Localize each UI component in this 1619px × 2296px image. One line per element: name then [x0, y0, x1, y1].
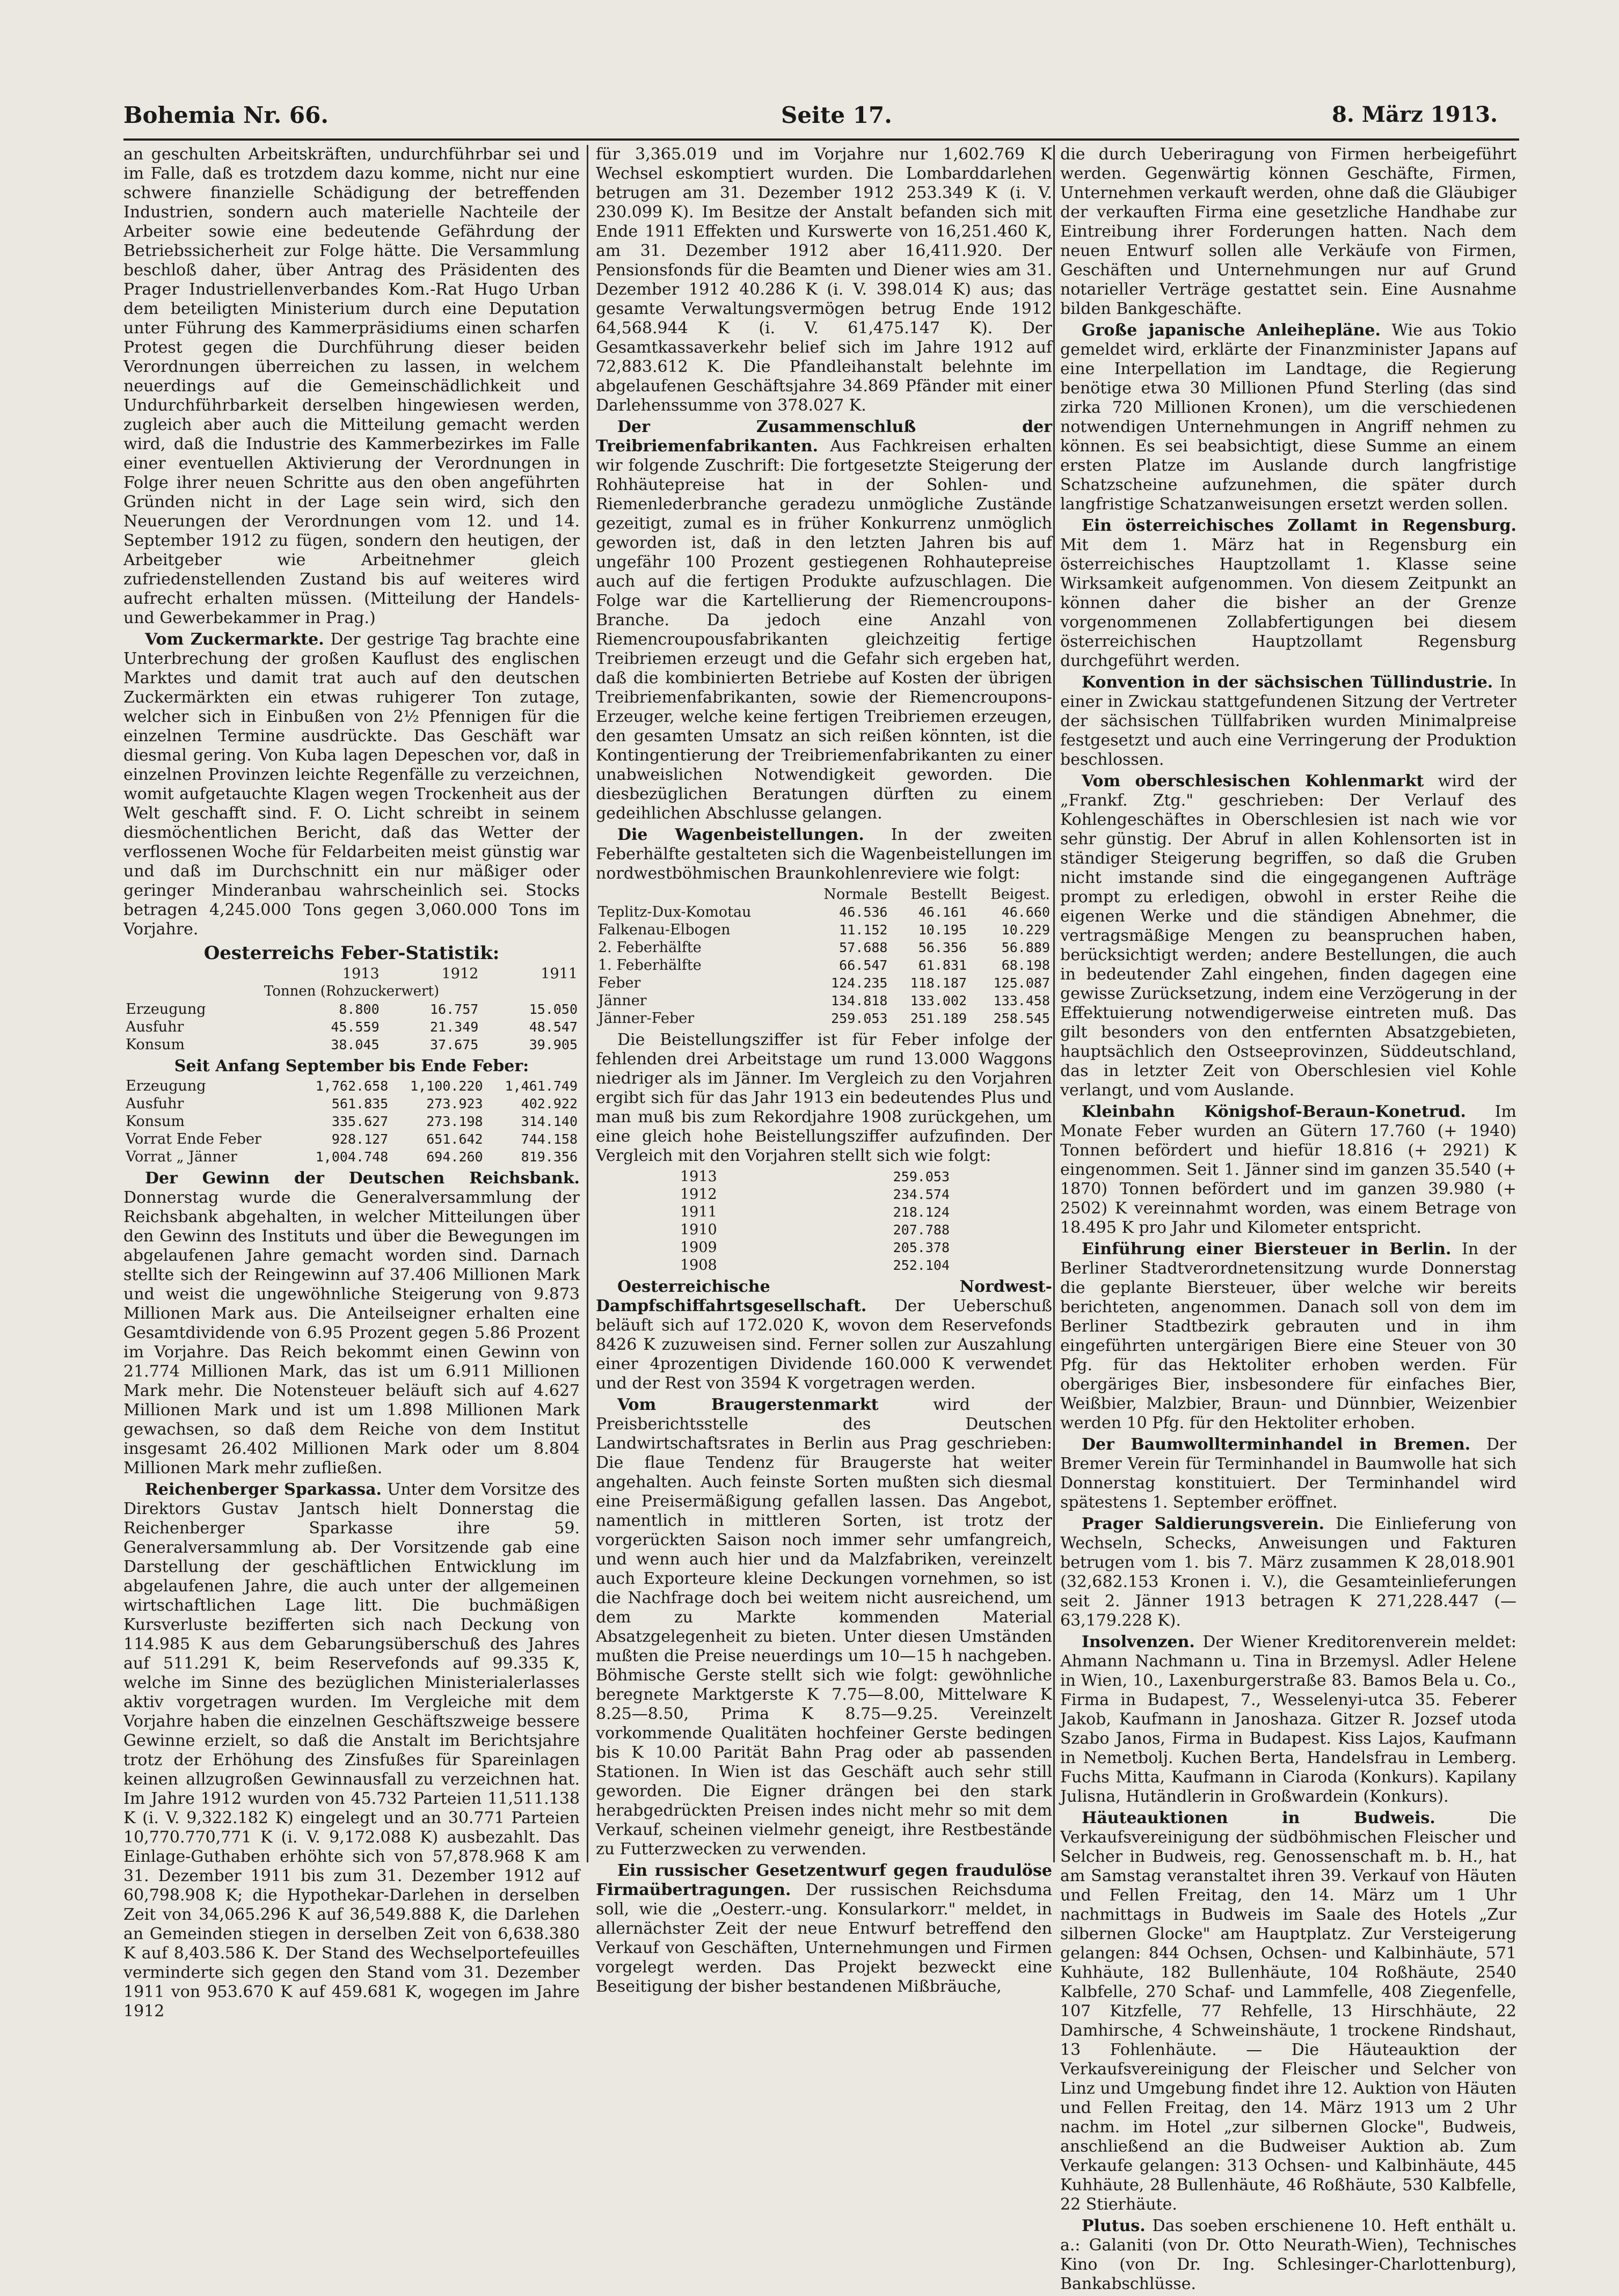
cell: 1,100.220	[410, 1078, 483, 1094]
article-heading: Vom Braugerstenmarkt	[617, 1395, 879, 1414]
article-text: Die Verkaufsvereinigung der südböhmischen Fleischer und Selcher in Budweis, reg. Genossenschaft m. b. H., hat am Samstag veranstaltet ihren 39. Verkauf von Häuten und Fellen Freitag, den 14. März um 1 Uhr nachmittags in Budweis im Saale des Hotels „Zur silbernen Glocke" am Hauptplatz. Zur Versteigerung gelangen: 844 Ochsen, Ochsen- und Kalbinhäute, 571 Kuhhäute, 182 Bullenhäute, 104 Roßhäute, 2540 Kalbfelle, 270 Schaf- und Lammfelle, 408 Ziegenfelle, 107 Kitzfelle, 77 Rehfelle, 13 Hirschhäute, 22 Damhirsche, 4 Schweinshäute, 1 trockene Rindshaut, 13 Fohlenhäute. — Die Häuteauktion der Verkaufsvereinigung der Fleischer und Selcher von Linz und Umgebung findet ihre 12. Auktion von Häuten und Fellen Freitag, den 14. März 1913 um 2 Uhr nachm. im Hotel „zur silbernen Glocke", Budweis, anschließend an die Budweiser Auktion ab. Zum Verkaufe gelangen: 313 Ochsen- und Kalbinhäute, 445 Kuhhäute, 28 Bullenhäute, 46 Roßhäute, 530 Kalbfelle, 22 Stierhäute.	[1060, 1809, 1516, 2214]
article-text: Die Einlieferung von Wechseln, Schecks, Anweisungen und Fakturen betrugen vom 1. bis 7. März zusammen K 28,018.901 (32,682.153 Kronen i. V.), die Gesamteinlieferungen seit 2. Jänner 1913 betragen K 271,228.447 (— 63,179.228 K).	[1060, 1515, 1516, 1630]
stat-table	[123, 965, 580, 1054]
article-paragraph: die durch Ueberiragung von Firmen herbeigeführt werden. Gegenwärtig können Geschäfte, Firmen, Unternehmen verkauft werden, ohne daß die Gläubiger der verkauften Firma eine gesetzliche Handhabe zur Eintreibung ihrer Forderungen hatten. Nach dem neuen Entwurf sollen alle Verkäufe von Firmen, Geschäften und Unternehmungen nur auf Grund notarieller Verträge gestattet sein. Eine Ausnahme bilden Bankgeschäfte.	[1060, 145, 1516, 318]
cell: 11.152	[839, 922, 888, 938]
article-paragraph: für 3,365.019 und im Vorjahre nur 1,602.769 K Wechsel eskomptiert wurden. Die Lombarddarlehen betrugen am 31. Dezember 1912 253.349 K (i. V. 230.099 K). Im Besitze der Anstalt befanden sich mit Ende 1911 Effekten und Kurswerte von 16,251.460 K, am 31. Dezember 1912 aber 16,411.920. Der Pensionsfonds für die Beamten und Diener wies am 31. Dezember 1912 40.286 K (i. V. 398.014 K) aus; das gesamte Verwaltungsvermögen betrug Ende 1912 64,568.944 K (i. V. 61,475.147 K). Der Gesamtkassaverkehr belief sich im Jahre 1912 auf 72,883.612 K. Die Pfandleihanstalt belehnte im abgelaufenen Geschäftsjahre 34.869 Pfänder mit einer Darlehenssumme von 378.027 K.	[596, 145, 1052, 415]
header-page-number: Seite 17.	[781, 102, 892, 128]
table-row	[123, 1095, 580, 1113]
cell: 1,762.658	[315, 1078, 389, 1094]
article-text: Donnerstag wurde die Generalversammlung der Reichsbank abgehalten, in welcher Mitteilungen über den Gewinn des Instituts und über die Bewegungen im abgelaufenen Jahre gemacht worden sind. Darnach stellte sich der Reingewinn auf 37.406 Millionen Mark und weist die ungewöhnliche Steigerung von 9.873 Millionen Mark aus. Die Anteilseigner erhalten eine Gesamtdividende von 6.95 Prozent gegen 5.86 Prozent im Vorjahre. Das Reich bekommt einen Gewinn von 21.774 Millionen Mark, das ist um 6.911 Millionen Mark mehr. Die Notensteuer beläuft sich auf 4.627 Millionen Mark und ist um 1.898 Millionen Mark gewachsen, so daß dem Reiche von dem Institut insgesamt 26.402 Millionen Mark oder um 8.804 Millionen Mark mehr zufließen.	[123, 1188, 580, 1478]
year-label: 1910	[680, 1222, 717, 1238]
cell: 56.356	[918, 940, 967, 955]
table-row	[596, 992, 1052, 1010]
cell: 125.087	[993, 975, 1050, 991]
row-label: 2. Feberhälfte	[598, 939, 702, 956]
cell: 134.818	[831, 993, 888, 1008]
cell: 1,004.748	[315, 1149, 389, 1165]
stat-year: 1913	[342, 966, 380, 982]
stat-year: 1911	[541, 966, 578, 982]
stat-table-title: Oesterreichs Feber-Statistik:	[203, 942, 500, 964]
cell: 39.905	[529, 1037, 578, 1052]
article-heading: Ein österreichisches Zollamt in Regensburg.	[1082, 516, 1516, 535]
article-sparkasse	[123, 1480, 580, 2021]
cell: 928.127	[331, 1131, 389, 1147]
article-japan	[1060, 321, 1516, 514]
row-label: Ausfuhr	[126, 1019, 184, 1035]
article-text: Der Ueberschuß beläuft sich auf 172.020 K, wovon dem Reservefonds 8426 K zuzuweisen sind. Ferner sollen zur Auszahlung einer 4prozentigen Dividende 160.000 K verwendet und der Rest von 3594 K vorgetragen werden.	[596, 1297, 1052, 1393]
row-label: Jänner-Feber	[598, 1010, 695, 1027]
cell: 133.002	[910, 993, 967, 1008]
cell: 66.547	[839, 957, 888, 973]
article-text: In der Berliner Stadtverordnetensitzung wurde Donnerstag die geplante Biersteuer, über welche wir bereits berichteten, angenommen. Danach soll von dem im Berliner Stadtbezirk gebrauten und in ihm eingeführten untergärigen Biere eine Steuer von 30 Pfg. für das Hektoliter erhoben werden. Für obergäriges Bier, insbesondere für einfaches Bier, Weißbier, Malzbier, Braun- und Dünnbier, Weizenbier werden 10 Pfg. für den Hektoliter erhoben.	[1060, 1240, 1516, 1432]
stat-unit: Tonnen (Rohzuckerwert)	[264, 983, 440, 999]
article-biersteuer	[1060, 1240, 1516, 1433]
article-text: Der Bremer Verein für Terminhandel in Baumwolle hat sich Donnerstag konstituiert. Der Terminhandel wird spätestens 1. September eröffnet.	[1060, 1435, 1516, 1512]
article-heading: Der Gewinn der Deutschen Reichsbank.	[145, 1169, 580, 1188]
article-heading: Die Wagenbeistellungen.	[617, 825, 864, 844]
article-reichsbank	[123, 1169, 580, 1478]
row-label: Konsum	[126, 1113, 185, 1130]
cell: 561.835	[331, 1096, 389, 1112]
cell: 10.195	[918, 922, 967, 938]
column-1	[123, 145, 580, 2023]
cell: 48.547	[529, 1019, 578, 1035]
cell: 819.356	[521, 1149, 578, 1165]
table-row	[596, 903, 1052, 921]
article-text: In einer in Zwickau stattgefundenen Sitzung der Vertreter der sächsischen Tüllfabriken wurden Minimalpreise festgesetzt und auch eine Verringerung der Produktion beschlossen.	[1060, 673, 1516, 769]
cell: 651.642	[426, 1131, 483, 1147]
article-saldierungsverein	[1060, 1515, 1516, 1630]
cell: 46.161	[918, 904, 967, 920]
article-braugerste	[596, 1395, 1052, 1859]
wagen-col-header: Beigest.	[990, 886, 1050, 903]
column-divider	[1053, 145, 1055, 1862]
cell: 234.574	[893, 1187, 950, 1202]
table-row	[123, 1036, 580, 1054]
article-insolvenzen	[1060, 1633, 1516, 1807]
stat-year: 1912	[441, 966, 479, 982]
row-label: Erzeugung	[126, 1078, 206, 1094]
article-wagen	[596, 825, 1052, 883]
header-rule	[123, 138, 1519, 141]
article-heading: Der Baumwollterminhandel in Bremen.	[1082, 1435, 1471, 1454]
article-heading: Oesterreichische Nordwest-Dampfschiffahrtsgesellschaft.	[596, 1277, 1052, 1315]
cell: 218.124	[893, 1204, 950, 1220]
article-heading: Plutus.	[1082, 2217, 1146, 2235]
wagen-col-header: Normale	[823, 886, 888, 903]
cell: 10.229	[1001, 922, 1050, 938]
table-row	[596, 956, 1052, 974]
cell: 133.458	[993, 993, 1050, 1008]
cell: 38.045	[331, 1037, 380, 1052]
article-text: Der russischen Reichsduma soll, wie die „Oesterr.-ung. Konsularkorr." meldet, in allernächster Zeit der neue Entwurf betreffend den Verkauf von Geschäften, Unternehmungen und Firmen vorgelegt werden. Das Projekt bezweckt eine Beseitigung der bisher bestandenen Mißbräuche,	[596, 1881, 1052, 1996]
cell: 16.757	[430, 1001, 479, 1017]
table-row	[123, 1077, 580, 1095]
cell: 273.198	[426, 1114, 483, 1129]
article-heading: Konvention in der sächsischen Tüllindustrie.	[1082, 673, 1493, 692]
article-zollamt	[1060, 516, 1516, 671]
article-kohlenmarkt	[1060, 772, 1516, 1100]
row-label: Falkenau-Elbogen	[598, 922, 731, 938]
article-zuckermarkt	[123, 630, 580, 939]
year-comparison-table	[678, 1168, 952, 1274]
column-divider	[587, 145, 588, 1862]
cell: 46.536	[839, 904, 888, 920]
year-label: 1911	[680, 1204, 717, 1220]
table-row	[678, 1168, 952, 1186]
cell: 8.800	[339, 1001, 380, 1017]
table-row	[123, 1148, 580, 1166]
article-text: In der zweiten Feberhälfte gestalteten sich die Wagenbeistellungen im nordwestböhmischen Braunkohlenreviere wie folgt:	[596, 825, 1052, 883]
cell: 15.050	[529, 1001, 578, 1017]
row-label: Ausfuhr	[126, 1095, 184, 1112]
row-label: Vorrat „ Jänner	[126, 1149, 237, 1165]
article-heading: Vom Zuckermarkte.	[145, 630, 324, 649]
wagen-col-header: Bestellt	[910, 886, 967, 903]
table-row	[123, 1000, 580, 1018]
article-text: Im Monate Feber wurden an Gütern 17.760 (+ 1940) Tonnen befördert und hiefür 18.816 (+ 2921) K eingenommen. Seit 1. Jänner sind im ganzen 35.540 (+ 1870) Tonnen befördert und im ganzen 39.980 (+ 2502) K vereinnahmt worden, was einem Betrage von 18.495 K pro Jahr und Kilometer entspricht.	[1060, 1102, 1516, 1237]
article-heading: Einführung einer Biersteuer in Berlin.	[1082, 1240, 1452, 1259]
table-row	[596, 921, 1052, 939]
table-row	[596, 974, 1052, 992]
row-label: Feber	[598, 975, 641, 991]
cell: 205.378	[893, 1240, 950, 1255]
cell: 314.140	[521, 1114, 578, 1129]
article-heading: Kleinbahn Königshof-Beraun-Konetrud.	[1082, 1102, 1466, 1121]
article-text: wird der Preisberichtsstelle des Deutschen Landwirtschaftsrates in Berlin aus Prag geschrieben: Die flaue Tendenz für Braugerste hat weiter angehalten. Auch feinste Sorten mußten sich diesmal eine Preisermäßigung gefallen lassen. Das Angebot, namentlich in mittleren Sorten, ist trotz der vorgerückten Saison noch immer sehr umfangreich, und wenn auch hier und da Malzfabriken, vereinzelt auch Exporteure kleine Deckungen vornehmen, so ist die Nachfrage doch bei weitem nicht ausreichend, um dem zu Markte kommenden Material Absatzgelegenheit zu bieten. Unter diesen Umständen mußten die Preise neuerdings um 10—15 h nachgeben. Böhmische Gerste stellt sich wie folgt: gewöhnliche beregnete Marktgerste K 7.75—8.00, Mittelware K 8.25—8.50, Prima K 8.75—9.25. Vereinzelt vorkommende Qualitäten hochfeiner Gerste bedingen bis K 10.00 Parität Bahn Prag oder ab passenden Stationen. In Wien ist das Geschäft auch sehr still geworden. Die Eigner drängen bei den stark herabgedrückten Preisen indes nicht mehr so mit dem Verkauf, scheinen vielmehr geneigt, ihre Restbestände zu Futterzwecken zu verwenden.	[596, 1395, 1052, 1859]
cell: 259.053	[831, 1011, 888, 1026]
cell: 1,461.749	[505, 1078, 578, 1094]
year-label: 1908	[680, 1257, 717, 1274]
row-label: Vorrat Ende Feber	[126, 1131, 261, 1147]
table-row	[123, 1130, 580, 1148]
stat-label-header	[123, 965, 282, 983]
table-row	[678, 1256, 952, 1274]
column-2	[596, 145, 1052, 1999]
cell: 68.198	[1001, 957, 1050, 973]
article-text: Das soeben erschienene 10. Heft enthält u. a.: Galaniti (von Dr. Otto Neurath-Wien), Technisches Kino (von Dr. Ing. Schlesinger-Charlottenburg), Bankabschlüsse.	[1060, 2217, 1516, 2293]
row-label: Teplitz-Dux-Komotau	[598, 904, 752, 920]
article-text: Mit dem 1. März hat in Regensburg ein österreichisches Hauptzollamt 1. Klasse seine Wirksamkeit aufgenommen. Von diesem Zeitpunkt an können daher die bisher an der Grenze vorgenommenen Zollabfertigungen bei diesem österreichischen Hauptzollamt Regensburg durchgeführt werden.	[1060, 536, 1516, 670]
stat-table-cumulative	[123, 1077, 580, 1166]
cell: 124.235	[831, 975, 888, 991]
cell: 744.158	[521, 1131, 578, 1147]
article-plutus	[1060, 2217, 1516, 2294]
table-row	[596, 1010, 1052, 1027]
article-text: Aus Fachkreisen erhalten wir folgende Zuschrift: Die fortgesetzte Steigerung der Rohhäutepreise hat in der Sohlen- und Riemenlederbranche geradezu unmögliche Zustände gezeitigt, zumal es in früher Konkurrenz unmöglich geworden ist, daß in den letzten Jahren bis auf ungefähr 100 Prozent gestiegenen Rohhautepreise auch auf die fertigen Produkte aufzuschlagen. Die Folge war die Kartellierung der Riemencroupons-Branche. Da jedoch eine Anzahl von Riemencroupousfabrikanten gleichzeitig fertige Treibriemen erzeugt und die Gefahr sich ergeben hat, daß die kombinierten Betriebe auf Kosten der übrigen Treibriemenfabrikanten, sowie der Riemencroupons-Erzeuger, welche keine fertigen Treibriemen erzeugen, den gesamten Umsatz an sich reißen könnten, ist die Kontingentierung der Treibriemenfabrikanten zu einer unabweislichen Notwendigkeit geworden. Die diesbezüglichen Beratungen dürften zu einem gedeihlichen Abschlusse gelangen.	[596, 437, 1052, 823]
stat-table-header	[123, 965, 580, 983]
article-heading: Vom oberschlesischen Kohlenmarkt	[1082, 772, 1424, 791]
year-label: 1909	[680, 1239, 717, 1256]
cell: 21.349	[430, 1019, 479, 1035]
row-label: Erzeugung	[126, 1001, 206, 1018]
cell: 335.627	[331, 1114, 389, 1129]
article-russisch	[596, 1861, 1052, 1997]
article-paragraph: an geschulten Arbeitskräften, undurchführbar sei und im Falle, daß es trotzdem dazu komme, nicht nur eine schwere finanzielle Schädigung der betreffenden Industrien, sondern auch materielle Nachteile der Arbeiter sowie eine bedeutende Gefährdung der Betriebssicherheit zur Folge hätte. Die Versammlung beschloß daher, über Antrag des Präsidenten des Prager Industriellenverbandes Kom.-Rat Hugo Urban dem beteiligten Ministerium durch eine Deputation unter Führung des Kammerpräsidiums einen scharfen Protest gegen die Durchführung dieser beiden Verordnungen überreichen zu lassen, in welchem neuerdings auf die Gemeinschädlichkeit und Undurchführbarkeit derselben hingewiesen werden, zugleich aber auch die Mitteilung gemacht werden wird, daß die Industrie des Kammerbezirkes im Falle einer eventuellen Aktivierung der Verordnungen in Folge ihrer neuen Schritte aus den oben angeführten Gründen nicht in der Lage sein wird, sich den Neuerungen der Verordnungen vom 12. und 14. September 1912 zu fügen, sondern den heutigen, der Arbeitgeber wie Arbeitnehmer gleich zufriedenstellenden Zustand bis auf weiteres wird aufrecht erhalten müssen. (Mitteilung der Handels- und Gewerbekammer in Prag.)	[123, 145, 580, 627]
stat-unit-row	[123, 983, 580, 1000]
header-publication: Bohemia Nr. 66.	[123, 102, 329, 128]
cell: 46.660	[1001, 904, 1050, 920]
cell: 258.545	[993, 1011, 1050, 1026]
article-heading: Insolvenzen.	[1082, 1633, 1195, 1651]
article-text: Der gestrige Tag brachte eine Unterbrechung der großen Kauflust des englischen Marktes und damit trat auch auf den deutschen Zuckermärkten ein etwas ruhigerer Ton zutage, welcher sich in Einbußen von 2½ Pfennigen für die einzelnen Termine ausdrückte. Das Geschäft war diesmal gering. Von Kuba lagen Depeschen vor, daß in einzelnen Provinzen leichte Regenfälle zu verzeichnen, womit aufgetauchte Klagen wegen Trockenheit aus der Welt geschafft sind. F. O. Licht schreibt in seinem diesmöchentlichen Bericht, daß das Wetter der verflossenen Woche für Feldarbeiten meist günstig war und daß im Durchschnitt ein nur mäßiger oder geringer Minderanbau wahrscheinlich sei. Stocks betragen 4,245.000 Tons gegen 3,060.000 Tons im Vorjahre.	[123, 630, 580, 939]
cell: 694.260	[426, 1149, 483, 1165]
cell: 402.922	[521, 1096, 578, 1112]
page-header	[123, 97, 1498, 134]
cell: 56.889	[1001, 940, 1050, 955]
article-haeuteauktionen	[1060, 1809, 1516, 2214]
article-heading: Ein russischer Gesetzentwurf gegen fraudulöse Firmaübertragungen.	[596, 1861, 1052, 1899]
column-3	[1060, 145, 1516, 2296]
cell: 252.104	[893, 1257, 950, 1273]
stat-subheading: Seit Anfang September bis Ende Feber:	[174, 1057, 529, 1076]
row-label: Konsum	[126, 1036, 185, 1053]
cell: 61.831	[918, 957, 967, 973]
cell: 259.053	[893, 1169, 950, 1184]
row-label: Jänner	[598, 992, 647, 1009]
cell: 45.559	[331, 1019, 380, 1035]
cell: 57.688	[839, 940, 888, 955]
cell: 37.675	[430, 1037, 479, 1052]
article-heading: Reichenberger Sparkassa.	[145, 1480, 382, 1499]
article-heading: Der Zusammenschluß der Treibriemenfabrikanten.	[596, 418, 1052, 456]
wagen-table-header	[596, 886, 1052, 903]
article-text: Unter dem Vorsitze des Direktors Gustav Jantsch hielt Donnerstag die Reichenberger Sparkasse ihre 59. Generalversammlung ab. Der Vorsitzende gab eine Darstellung der geschäftlichen Entwicklung im abgelaufenen Jahre, die auch unter der allgemeinen wirtschaftlichen Lage litt. Die buchmäßigen Kursverluste bezifferten sich nach Deckung von 114.985 K aus dem Gebarungsüberschuß des Jahres auf 511.291 K, beim Reservefonds auf 99.335 K, welche im Sinne des bezüglichen Ministerialerlasses aktiv vorgetragen wurden. Im Vergleiche mit dem Vorjahre haben die einzelnen Geschäftszweige bessere Gewinne erzielt, so daß die Anstalt im Berichtsjahre trotz der Erhöhung des Zinsfußes für Spareinlagen keinen allzugroßen Gewinnausfall zu verzeichnen hat. Im Jahre 1912 wurden von 45.732 Parteien 11,511.138 K (i. V. 9,322.182 K) eingelegt und an 30.771 Parteien 10,770.770,771 K (i. V. 9,172.088 K) ausbezahlt. Das Einlage-Guthaben erhöhte sich von 57,878.968 K am 31. Dezember 1911 bis zum 31. Dezember 1912 auf 60,798.908 K; die Hypothekar-Darlehen in derselben Zeit von 34,065.296 K auf 36,549.888 K, die Darlehen an Gemeinden stiegen in derselben Zeit von 6,638.380 K auf 8,403.586 K. Der Stand des Wechselportefeuilles verminderte sich gegen den Stand vom 31. Dezember 1911 von 953.670 K auf 459.681 K, wogegen im Jahre 1912	[123, 1480, 580, 2021]
table-row	[678, 1239, 952, 1256]
article-tuell	[1060, 673, 1516, 770]
year-label: 1913	[680, 1168, 717, 1185]
article-heading: Häuteauktionen in Budweis.	[1082, 1809, 1435, 1827]
row-label: 1. Feberhälfte	[598, 957, 702, 974]
cell: 251.189	[910, 1011, 967, 1026]
cell: 273.923	[426, 1096, 483, 1112]
article-text: Der Wiener Kreditorenverein meldet: Ahmann Nachmann u. Tina in Brzemysl. Adler Helene in Wien, 10., Laxenburgerstraße 83. Bamos Bela u. Co., Firma in Budapest, 7., Wesselenyi-utca 35. Feberer Jakob, Kaufmann in Janoshaza. Gitzer R. Jozsef utoda Szabo Janos, Firma in Budapest. Kiss Lajos, Kaufmann in Nemetbolj. Kuchen Berta, Handelsfrau in Lemberg. Fuchs Mitta, Kaufmann in Ciaroda (Konkurs). Kapilany Julisna, Hutändlerin in Großwardein (Konkurs).	[1060, 1633, 1517, 1806]
table-row	[596, 939, 1052, 956]
wagen-table	[596, 886, 1052, 1027]
year-label: 1912	[680, 1186, 717, 1203]
header-date: 8. März 1913.	[1332, 102, 1498, 127]
article-dampfschiffahrt	[596, 1277, 1052, 1393]
table-row	[123, 1018, 580, 1036]
table-row	[678, 1221, 952, 1239]
article-treibriemen	[596, 418, 1052, 823]
article-text: wird der „Frankf. Ztg." geschrieben: Der Verlauf des Kohlengeschäftes in Oberschlesien ist nach wie vor sehr günstig. Der Abruf in allen Kohlensorten ist in ständiger Steigerung begriffen, so daß die Gruben nicht imstande sind die eingegangenen Aufträge prompt zu erledigen, obwohl in erster Reihe die eigenen Werke und die ständigen Abnehmer, die vertragsmäßige Mengen zu beanspruchen haben, berücksichtigt werden; andere Bestellungen, die auch in bedeutender Zahl eingehen, finden dagegen eine gewisse Zurücksetzung, indem eine Verzögerung in der Effektuierung notwendigerweise eintreten muß. Das gilt besonders von den entfernten Absatzgebieten, hauptsächlich den Ostseeprovinzen, Süddeutschland, das in letzter Zeit von Oberschlesien viel Kohle verlangt, und vom Auslande.	[1060, 772, 1517, 1100]
article-text: Wie aus Tokio gemeldet wird, erklärte der Finanzminister Japans auf eine Interpellation im Landtage, die Regierung benötige etwa 30 Millionen Pfund Sterling (das sind zirka 720 Millionen Kronen), um die verschiedenen notwendigen Unternehmungen in Angriff nehmen zu können. Es sei beabsichtigt, diese Summe an einem ersten Platze im Auslande durch langfristige Schatzscheine aufzunehmen, die später durch langfristige Schatzanweisungen ersetzt werden sollen.	[1060, 321, 1516, 514]
table-row	[678, 1203, 952, 1221]
article-baumwolle	[1060, 1435, 1516, 1512]
article-heading: Prager Saldierungsverein.	[1082, 1515, 1325, 1533]
article-kleinbahn	[1060, 1102, 1516, 1238]
article-heading: Große japanische Anleihepläne.	[1082, 321, 1381, 340]
table-row	[123, 1113, 580, 1130]
wagen-label-header	[596, 886, 801, 903]
cell: 118.187	[910, 975, 967, 991]
table-row	[678, 1186, 952, 1203]
cell: 207.788	[893, 1222, 950, 1238]
article-text: Die Beistellungsziffer ist für Feber infolge der fehlenden drei Arbeitstage um rund 13.000 Waggons niedriger als im Jänner. Im Vergleich zu den Vorjahren ergibt sich für das Jahr 1913 ein bedeutendes Plus und man muß bis zum Rekordjahre 1908 zurückgehen, um eine gleich hohe Beistellungsziffer aufzufinden. Der Vergleich mit den Vorjahren stellt sich wie folgt:	[596, 1030, 1052, 1165]
